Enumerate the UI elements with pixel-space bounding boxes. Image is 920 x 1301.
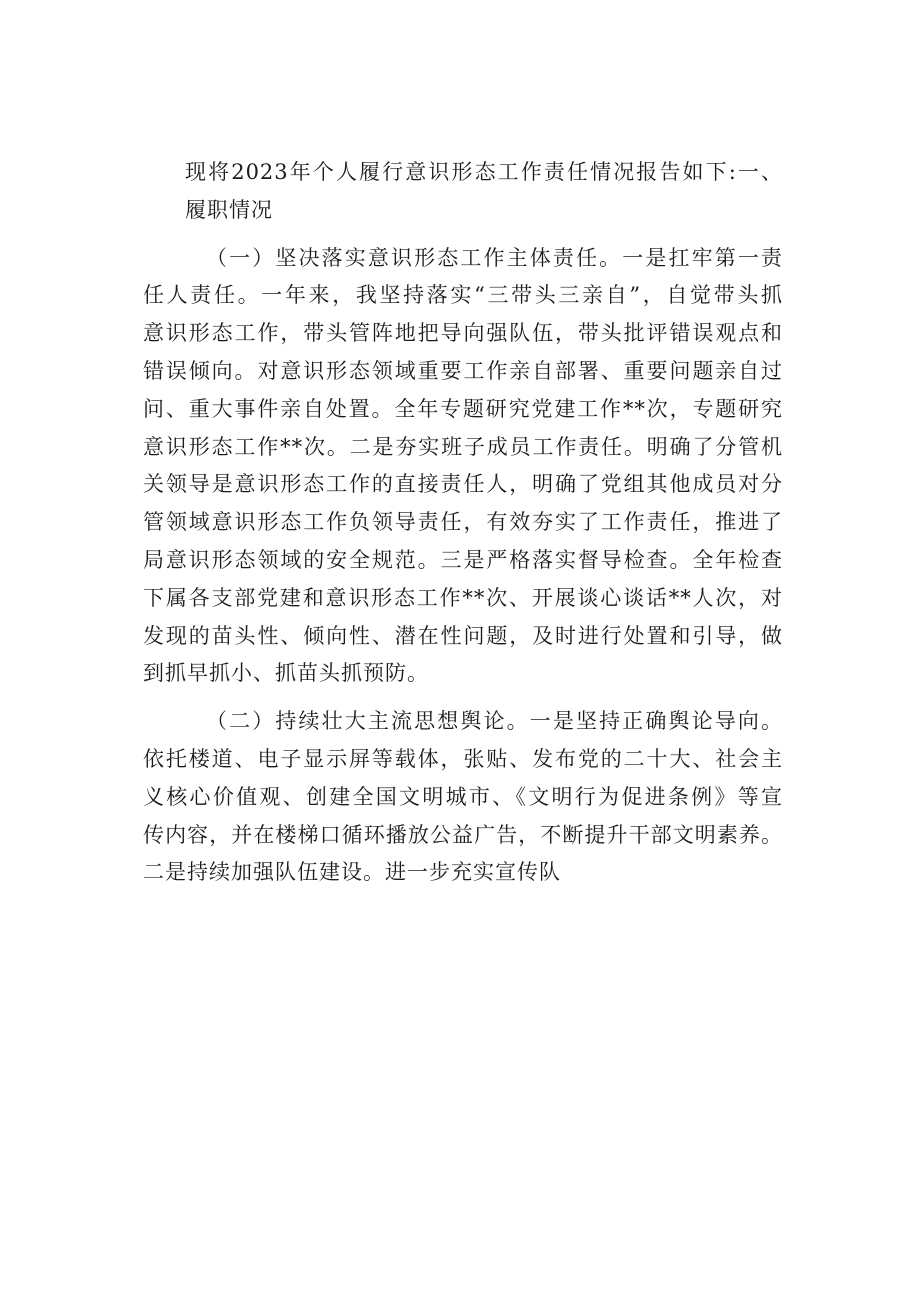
text-line: 依托楼道、电子显示屏等载体，张贴、发布党的二十大、社会主 xyxy=(143,746,783,771)
text-line: 意识形态工作**次。二是夯实班子成员工作责任。明确了分管机 xyxy=(143,434,783,459)
text-line: 关领导是意识形态工作的直接责任人，明确了党组其他成员对分 xyxy=(143,472,783,497)
text-line: 问、重大事件亲自处置。全年专题研究党建工作**次，专题研究 xyxy=(143,396,783,421)
text-line: 错误倾向。对意识形态领域重要工作亲自部署、重要问题亲自过 xyxy=(143,358,783,383)
text-line: 义核心价值观、创建全国文明城市、《文明行为促进条例》等宣 xyxy=(143,784,783,809)
text-line: 管领域意识形态工作负领导责任，有效夯实了工作责任，推进了 xyxy=(143,510,783,535)
text-line: （一）坚决落实意识形态工作主体责任。一是扛牢第一责 xyxy=(206,245,783,270)
text-line: 发现的苗头性、倾向性、潜在性问题，及时进行处置和引导，做 xyxy=(143,623,783,648)
text-line: 履职情况 xyxy=(185,197,273,222)
text-line: 任人责任。一年来，我坚持落实“三带头三亲自”，自觉带头抓 xyxy=(143,283,783,308)
text-line: 意识形态工作，带头管阵地把导向强队伍，带头批评错误观点和 xyxy=(143,321,783,346)
text-line: 到抓早抓小、抓苗头抓预防。 xyxy=(143,661,429,686)
text-line: 传内容，并在楼梯口循环播放公益广告，不断提升干部文明素养。 xyxy=(143,822,783,847)
text-line: 二是持续加强队伍建设。进一步充实宣传队 xyxy=(143,860,561,885)
report-body xyxy=(143,154,783,892)
text-line: （二）持续壮大主流思想舆论。一是坚持正确舆论导向。 xyxy=(206,709,783,734)
text-line: 局意识形态领域的安全规范。三是严格落实督导检查。全年检查 xyxy=(143,547,783,572)
text-line: 下属各支部党建和意识形态工作**次、开展谈心谈话**人次，对 xyxy=(143,585,783,610)
text-line: 现将2023年个人履行意识形态工作责任情况报告如下:一、 xyxy=(185,160,783,184)
